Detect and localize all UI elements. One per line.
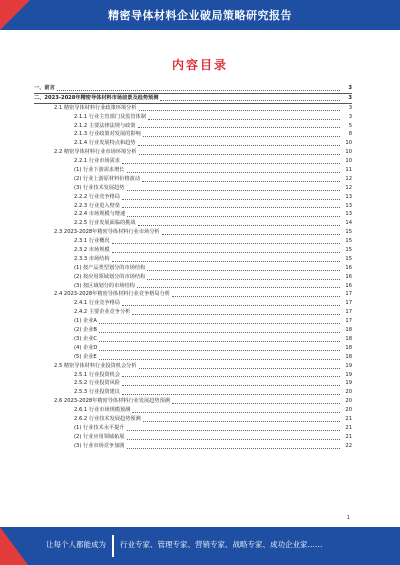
toc-entry[interactable]	[34, 202, 352, 211]
toc-leader-dots	[132, 411, 340, 413]
toc-leader-dots	[172, 295, 340, 297]
toc-leader-dots	[99, 349, 340, 351]
toc-leader-dots	[122, 162, 340, 164]
toc-entry-title: 2.6 2023-2028年精密导体材料行业发展趋势预测	[54, 398, 170, 405]
toc-entry[interactable]	[34, 415, 352, 424]
toc-entry-title: 2.2.4 市场规模与增速	[74, 211, 126, 218]
toc-entry-page: 10	[345, 140, 352, 147]
toc-entry-page: 10	[345, 149, 352, 156]
toc-entry-title: 2.2.3 行业进入壁垒	[74, 202, 120, 209]
toc-entry-title: 一、前言	[34, 85, 55, 91]
toc-leader-dots	[99, 322, 340, 324]
toc-leader-dots	[112, 242, 340, 244]
toc-entry[interactable]	[34, 255, 352, 264]
toc-leader-dots	[138, 144, 340, 146]
toc-entry-title: (3) 企业C	[74, 335, 97, 342]
toc-leader-dots	[137, 286, 340, 288]
toc-entry-title: 二、2023-2028年精密导体材料市场前景及趋势预测	[34, 94, 159, 101]
toc-entry[interactable]	[34, 157, 352, 166]
toc-entry-title: (1) 企业A	[74, 318, 97, 325]
toc-entry-title: 2.2.2 行业竞争格局	[74, 193, 120, 200]
toc-entry-page: 18	[345, 344, 352, 351]
toc-entry[interactable]	[34, 388, 352, 397]
toc-entry-page: 15	[345, 255, 352, 262]
toc-entry-page: 15	[345, 238, 352, 245]
toc-leader-dots	[112, 251, 340, 253]
toc-entry-page: 20	[345, 389, 352, 396]
toc-entry-title: 2.2.1 行业市场需求	[74, 158, 120, 165]
toc-entry-title: (4) 企业D	[74, 344, 98, 351]
toc-entry-title: (3) 行业技术发展趋势	[74, 184, 125, 191]
toc-entry[interactable]	[34, 264, 352, 273]
toc-leader-dots	[139, 153, 340, 155]
toc-entry-title: (1) 行业技术水平提升	[74, 424, 125, 431]
toc-entry[interactable]	[34, 379, 352, 388]
toc-leader-dots	[127, 171, 341, 173]
toc-leader-dots	[142, 180, 340, 182]
toc-entry-title: 2.5.2 行业投资风险	[74, 380, 120, 387]
toc-entry-title: 2.5 精密导体材料行业投资机会分析	[54, 362, 137, 369]
toc-entry-page: 19	[345, 380, 352, 387]
toc-entry[interactable]	[34, 308, 352, 317]
toc-entry-title: (2) 行业应用领域拓展	[74, 433, 125, 440]
toc-entry-title: 2.6.2 行业技术发展趋势预测	[74, 415, 141, 422]
toc-entry-page: 8	[348, 131, 352, 138]
toc-entry-page: 10	[345, 158, 352, 165]
toc-entry[interactable]	[34, 299, 352, 308]
toc-leader-dots	[99, 331, 340, 333]
toc-leader-dots	[139, 109, 340, 111]
toc-leader-dots	[122, 198, 340, 200]
toc-entry-page: 19	[345, 371, 352, 378]
toc-entry-page: 21	[345, 415, 352, 422]
toc-entry-title: 2.2.5 行业发展面临的挑战	[74, 220, 136, 227]
toc-entry-page: 20	[345, 398, 352, 405]
toc-entry[interactable]	[34, 219, 352, 228]
toc-entry-page: 5	[348, 122, 352, 129]
toc-entry-page: 20	[345, 407, 352, 414]
toc-entry[interactable]	[34, 246, 352, 255]
toc-entry-page: 18	[345, 353, 352, 360]
toc-entry-title: 2.1.1 行业主管部门及监管体制	[74, 113, 146, 120]
toc-entry-title: 2.1 精密导体材料行业政策环境分析	[54, 104, 137, 111]
toc-entry-page: 13	[345, 211, 352, 218]
toc-leader-dots	[122, 384, 340, 386]
toc-entry-page: 18	[345, 327, 352, 334]
toc-entry-title: 2.3.2 市场规模	[74, 247, 110, 254]
toc-entry-page: 3	[348, 85, 352, 91]
toc-entry-page: 17	[345, 300, 352, 307]
toc-entry-title: 2.5.1 行业投资机会	[74, 371, 120, 378]
toc-leader-dots	[160, 99, 340, 101]
toc-entry-page: 16	[345, 273, 352, 280]
toc-entry-title: 2.3.1 行业概况	[74, 238, 110, 245]
toc-entry[interactable]	[34, 442, 352, 451]
toc-heading: 内容目录	[171, 58, 228, 72]
toc-entry-page: 15	[345, 247, 352, 254]
toc-entry-page: 17	[345, 318, 352, 325]
toc-entry-title: 2.6.1 行业市场规模预测	[74, 407, 131, 414]
toc-entry[interactable]	[34, 353, 352, 362]
page-number: 1	[346, 515, 350, 521]
toc-entry-title: (2) 按应用领域划分的市场结构	[74, 273, 146, 280]
toc-entry[interactable]	[34, 237, 352, 246]
toc-leader-dots	[147, 269, 340, 271]
toc-entry-title: 2.1.3 行业政策对发展的影响	[74, 131, 141, 138]
toc-leader-dots	[127, 438, 341, 440]
toc-entry[interactable]	[34, 397, 352, 406]
toc-entry[interactable]	[34, 371, 352, 380]
toc-leader-dots	[127, 215, 340, 217]
toc-entry-page: 3	[348, 113, 352, 120]
toc-entry[interactable]	[34, 406, 352, 415]
toc-entry[interactable]	[34, 104, 352, 113]
toc-leader-dots	[122, 304, 340, 306]
table-of-contents	[34, 84, 352, 451]
toc-entry[interactable]	[34, 184, 352, 193]
toc-leader-dots	[122, 375, 340, 377]
toc-leader-dots	[57, 89, 340, 91]
toc-entry-title: (5) 企业E	[74, 353, 97, 360]
toc-leader-dots	[162, 233, 340, 235]
toc-leader-dots	[139, 367, 340, 369]
toc-leader-dots	[99, 358, 340, 360]
toc-entry[interactable]	[34, 130, 352, 139]
toc-entry-title: 2.4.1 行业竞争格局	[74, 300, 120, 307]
toc-entry-page: 18	[345, 335, 352, 342]
toc-entry-title: 2.3 2023-2028年精密导体材料行业市场分析	[54, 229, 160, 236]
toc-entry-title: 2.1.4 行业发展特点和趋势	[74, 140, 136, 147]
footer-slogan: 让每个人都能成为	[46, 540, 106, 549]
toc-entry[interactable]	[34, 166, 352, 175]
toc-entry-title: (2) 企业B	[74, 327, 97, 334]
toc-leader-dots	[127, 447, 341, 449]
toc-leader-dots	[138, 224, 340, 226]
toc-leader-dots	[127, 189, 341, 191]
toc-leader-dots	[147, 278, 340, 280]
toc-entry-page: 3	[348, 104, 352, 111]
toc-entry[interactable]	[34, 424, 352, 433]
toc-leader-dots	[148, 118, 340, 120]
toc-entry[interactable]	[34, 113, 352, 122]
toc-entry[interactable]	[34, 175, 352, 184]
toc-entry-title: 2.5.3 行业投资建议	[74, 389, 120, 396]
toc-entry[interactable]	[34, 344, 352, 353]
toc-entry-page: 21	[345, 424, 352, 431]
toc-entry[interactable]	[34, 317, 352, 326]
report-title: 精密导体材料企业破局策略研究报告	[108, 9, 292, 22]
toc-entry-title: 2.3.3 市场结构	[74, 255, 110, 262]
toc-entry-page: 16	[345, 282, 352, 289]
toc-leader-dots	[127, 429, 341, 431]
toc-entry[interactable]	[34, 148, 352, 157]
toc-leader-dots	[143, 420, 340, 422]
toc-entry-title: 2.4.2 主要企业竞争分析	[74, 309, 131, 316]
toc-entry[interactable]	[34, 84, 352, 94]
toc-entry-page: 12	[345, 184, 352, 191]
toc-entry-page: 13	[345, 193, 352, 200]
toc-entry-page: 21	[345, 433, 352, 440]
toc-entry-title: (1) 按产品类型划分的市场结构	[74, 264, 146, 271]
toc-entry[interactable]	[34, 290, 352, 299]
footer-divider	[112, 535, 114, 557]
toc-entry-title: 2.1.2 主要法律法规与政策	[74, 122, 136, 129]
report-header	[0, 0, 400, 30]
toc-entry[interactable]	[34, 228, 352, 237]
toc-leader-dots	[112, 260, 340, 262]
toc-entry-title: (3) 行业市场竞争加剧	[74, 442, 125, 449]
toc-leader-dots	[132, 313, 340, 315]
footer-corner-accent	[0, 527, 28, 565]
toc-leader-dots	[122, 206, 340, 208]
toc-entry[interactable]	[34, 122, 352, 131]
report-footer	[0, 527, 400, 565]
toc-leader-dots	[172, 402, 340, 404]
toc-entry[interactable]	[34, 326, 352, 335]
toc-entry-title: (2) 行业上游原材料价格波动	[74, 175, 141, 182]
toc-entry[interactable]	[34, 139, 352, 148]
toc-entry-page: 17	[345, 309, 352, 316]
toc-entry[interactable]	[34, 273, 352, 282]
toc-entry-page: 14	[345, 220, 352, 227]
toc-entry-page: 3	[348, 94, 352, 101]
toc-entry-page: 22	[345, 442, 352, 449]
toc-entry[interactable]	[34, 282, 352, 291]
toc-leader-dots	[138, 126, 340, 128]
toc-entry[interactable]	[34, 362, 352, 371]
toc-entry-page: 12	[345, 175, 352, 182]
toc-entry-title: 2.4 2023-2028年精密导体材料行业竞争格局分析	[54, 291, 170, 298]
toc-entry-title: (1) 行业下游需求增长	[74, 167, 125, 174]
toc-entry-page: 15	[345, 229, 352, 236]
toc-entry-page: 13	[345, 202, 352, 209]
toc-leader-dots	[99, 340, 340, 342]
toc-entry-page: 19	[345, 362, 352, 369]
toc-entry-page: 11	[345, 167, 352, 174]
toc-entry-page: 17	[345, 291, 352, 298]
toc-entry[interactable]	[34, 433, 352, 442]
toc-entry[interactable]	[34, 335, 352, 344]
toc-entry-title: (3) 按区域划分的市场结构	[74, 282, 135, 289]
toc-leader-dots	[122, 393, 340, 395]
toc-entry-title: 2.2 精密导体材料行业市场环境分析	[54, 149, 137, 156]
toc-entry[interactable]	[34, 210, 352, 219]
toc-entry[interactable]	[34, 94, 352, 104]
toc-entry[interactable]	[34, 193, 352, 202]
toc-entry-page: 16	[345, 264, 352, 271]
footer-roles: 行业专家、管理专家、营销专家、战略专家、成功企业家……	[120, 540, 323, 549]
toc-leader-dots	[143, 135, 340, 137]
